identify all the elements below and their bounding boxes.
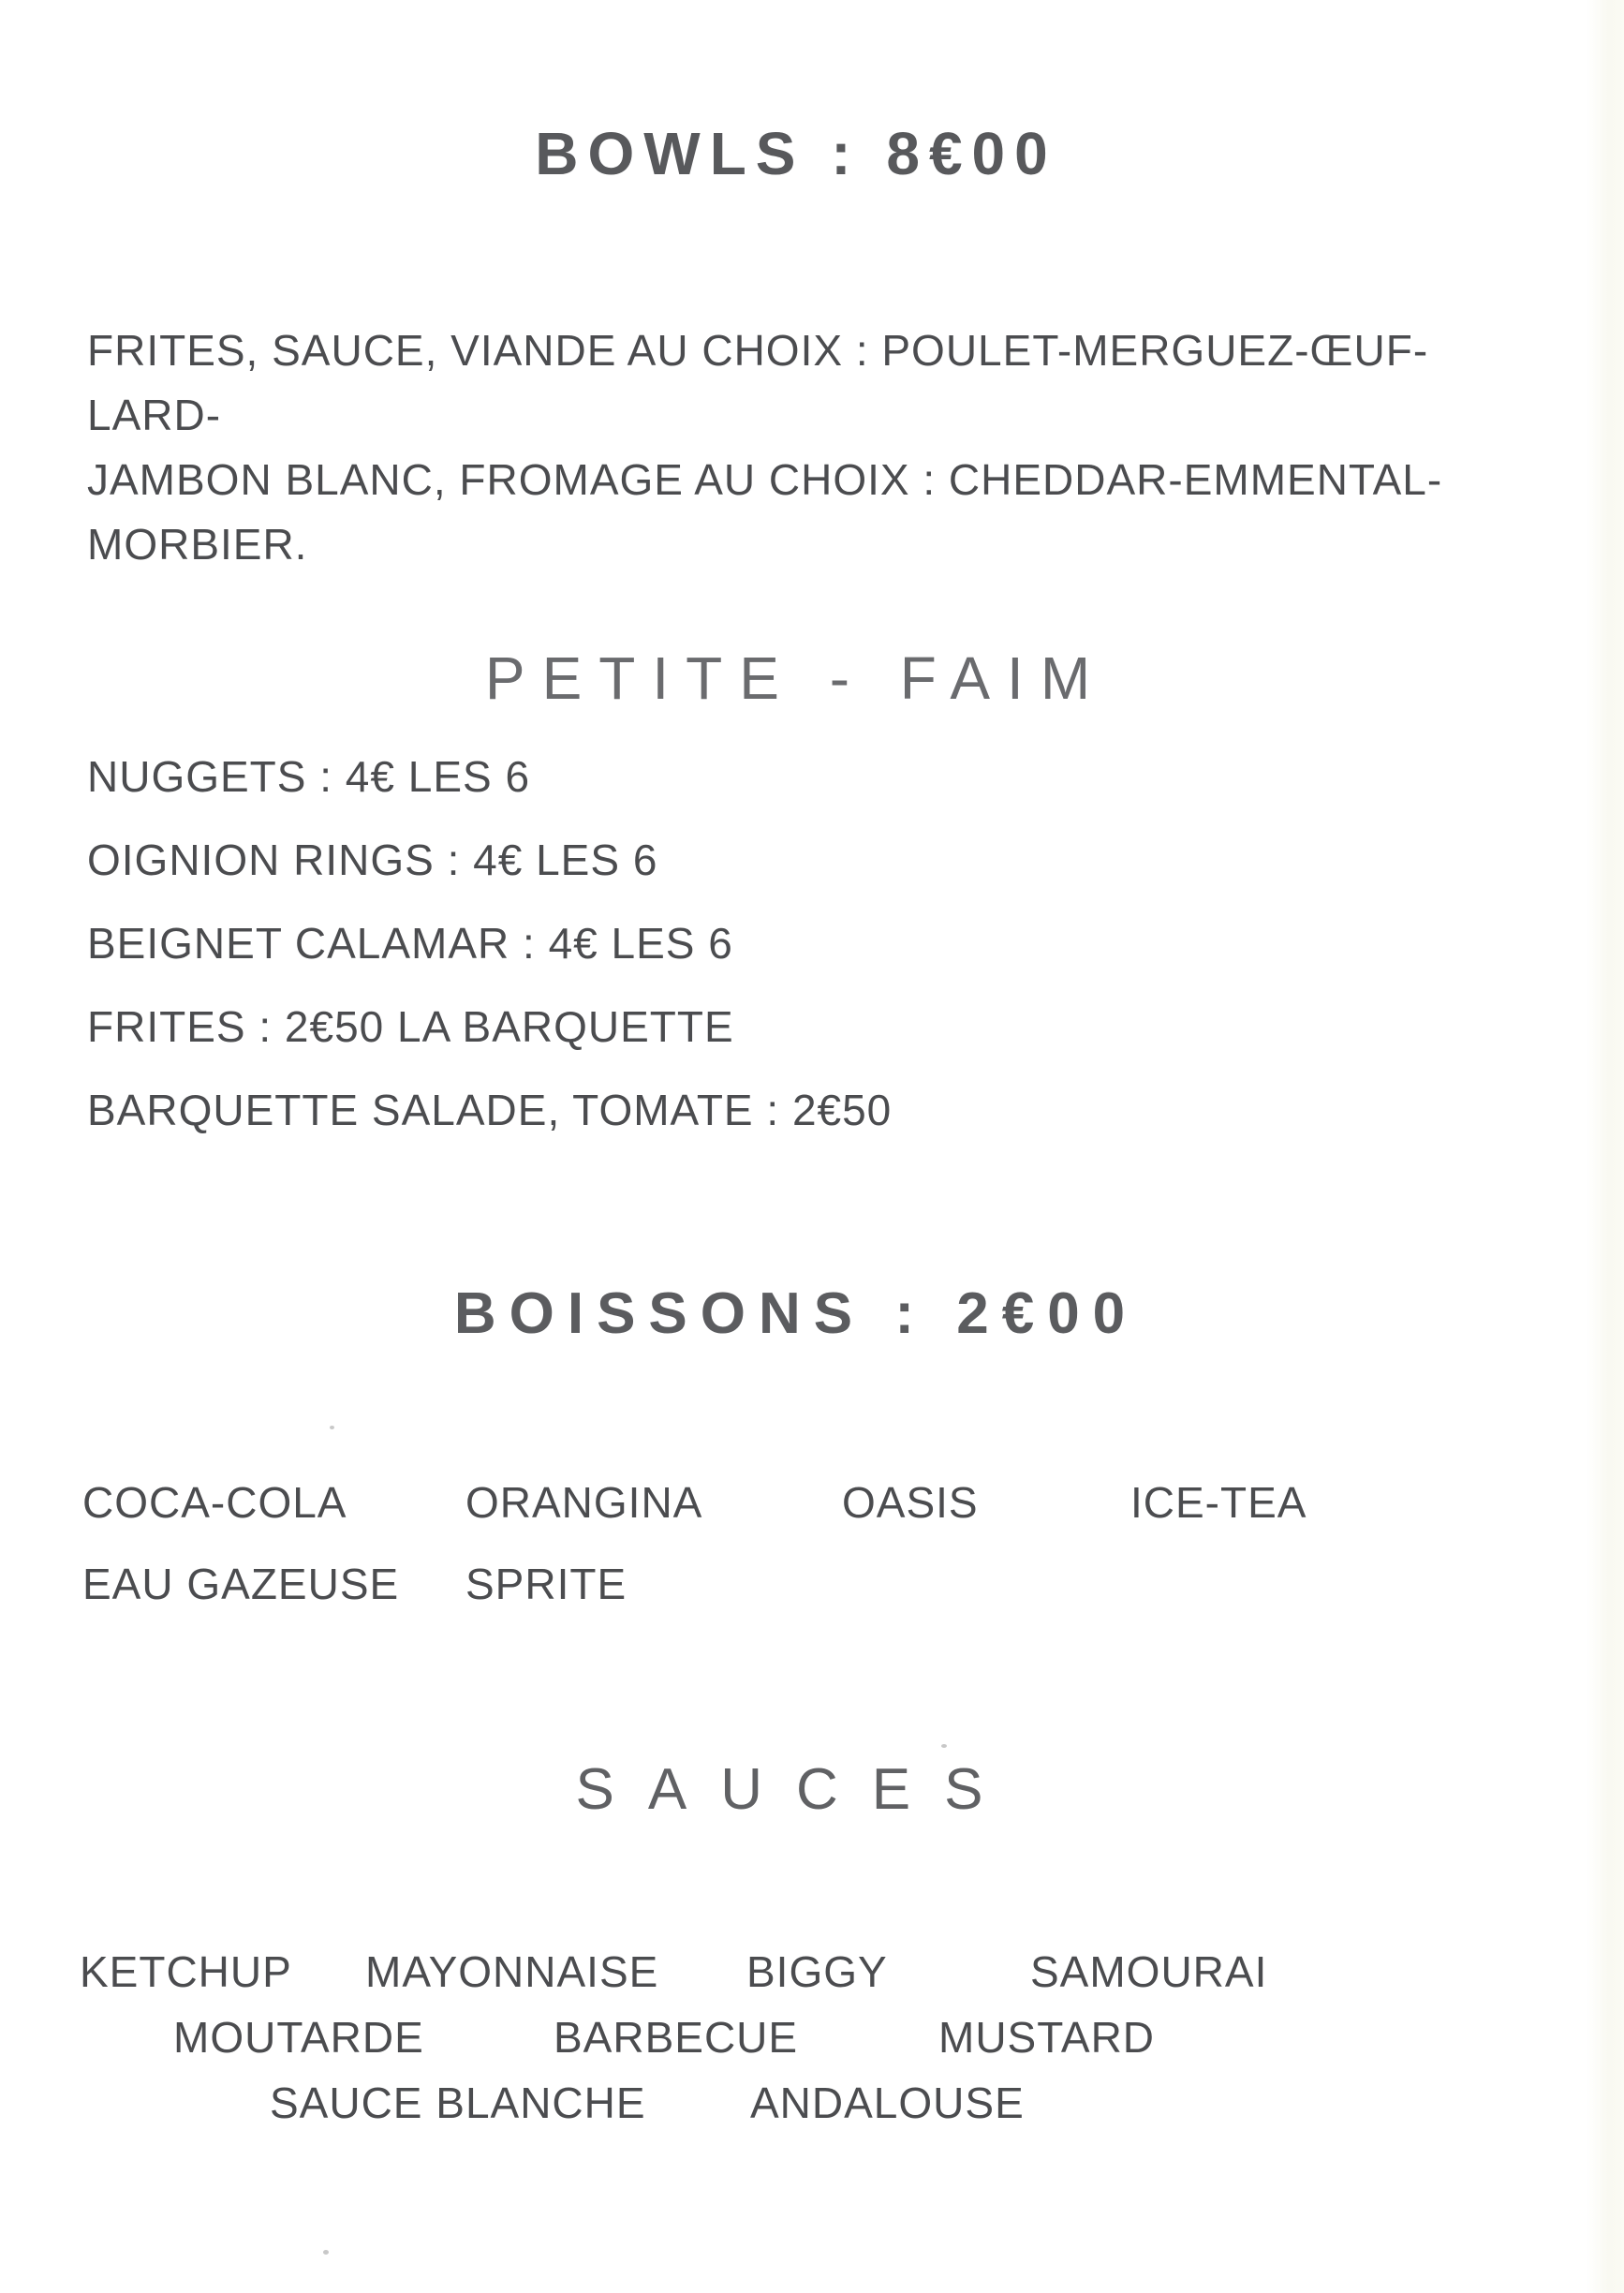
sauce-item-ketchup: KETCHUP (80, 1947, 292, 1996)
bowls-description (87, 318, 1492, 577)
drink-item-eau-gazeuse: EAU GAZEUSE (82, 1560, 400, 1608)
sauce-item-sauce-blanche: SAUCE BLANCHE (270, 2078, 646, 2127)
sauce-item-biggy: BIGGY (746, 1947, 888, 1996)
sauce-item-barbecue: BARBECUE (554, 2013, 799, 2062)
drink-item-sprite: SPRITE (465, 1560, 627, 1608)
bowls-description-line: MORBIER. (87, 520, 308, 569)
drink-item-coca-cola: COCA-COLA (82, 1478, 347, 1527)
bowls-description-line: JAMBON BLANC, FROMAGE AU CHOIX : CHEDDAR-EMMENTAL- (87, 455, 1443, 504)
scan-speck (330, 1426, 334, 1429)
menu-item-beignet-calamar: BEIGNET CALAMAR : 4€ LES 6 (87, 919, 733, 968)
drink-item-ice-tea: ICE-TEA (1130, 1478, 1307, 1527)
scan-speck (941, 1744, 947, 1748)
menu-item-nuggets: NUGGETS : 4€ LES 6 (87, 752, 531, 801)
sauce-item-mayonnaise: MAYONNAISE (365, 1947, 659, 1996)
sauces-section-title: SAUCES (575, 1757, 1017, 1822)
boissons-section-title: BOISSONS : 2€00 (453, 1281, 1139, 1346)
menu-item-frites: FRITES : 2€50 LA BARQUETTE (87, 1002, 734, 1051)
drink-item-orangina: ORANGINA (465, 1478, 703, 1527)
bowls-section-title: BOWLS : 8€00 (535, 120, 1057, 187)
bowls-description-line: FRITES, SAUCE, VIANDE AU CHOIX : POULET-MERGUEZ-ŒUF-LARD- (87, 326, 1429, 439)
scan-speck (323, 2250, 329, 2255)
sauce-item-samourai: SAMOURAI (1030, 1947, 1268, 1996)
menu-item-oignion-rings: OIGNION RINGS : 4€ LES 6 (87, 836, 658, 884)
menu-item-barquette-salade: BARQUETTE SALADE, TOMATE : 2€50 (87, 1086, 893, 1134)
drink-item-oasis: OASIS (842, 1478, 979, 1527)
sauce-item-andalouse: ANDALOUSE (750, 2078, 1025, 2127)
scanner-edge-shadow (1587, 0, 1624, 2293)
petite-faim-section-title: PETITE - FAIM (484, 644, 1108, 712)
sauce-item-moutarde: MOUTARDE (173, 2013, 424, 2062)
sauce-item-mustard: MUSTARD (938, 2013, 1156, 2062)
